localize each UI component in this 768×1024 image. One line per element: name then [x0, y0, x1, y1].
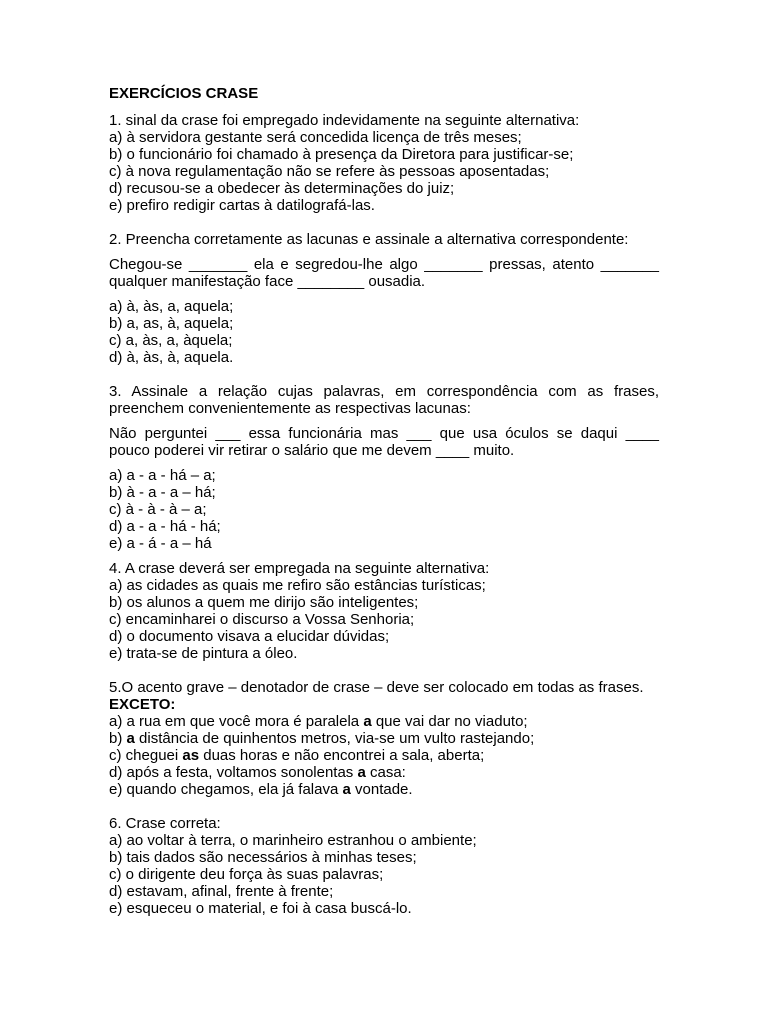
question-5-option-c-text-2: duas horas e não encontrei a sala, aberta; — [199, 747, 485, 764]
question-2-stem: 2. Preencha corretamente as lacunas e assinale a alternativa correspondente: — [109, 231, 629, 248]
question-6-stem: 6. Crase correta: — [109, 815, 221, 832]
question-5-option-d-text-1: d) após a festa, voltamos sonolentas — [109, 764, 358, 781]
question-3-stem-line-2: preenchem convenientemente as respectivas lacunas: — [109, 400, 471, 417]
question-5-option-d-text-2: casa: — [365, 764, 406, 781]
question-5-exceto-label: EXCETO: — [109, 696, 176, 713]
question-4-option-e: e) trata-se de pintura a óleo. — [109, 645, 298, 662]
question-1-stem: 1. sinal da crase foi empregado indevidamente na seguinte alternativa: — [109, 112, 580, 129]
question-2 — [109, 231, 659, 366]
question-5-option-e-text-2: vontade. — [350, 781, 413, 798]
question-5-option-c-text-1: c) cheguei — [109, 747, 183, 764]
question-3 — [109, 383, 659, 552]
question-4-stem: 4. A crase deverá ser empregada na seguinte alternativa: — [109, 560, 490, 577]
question-3-stem-line-1: 3. Assinale a relação cujas palavras, em correspondência com as frases, — [109, 383, 659, 400]
question-5-option-b — [109, 730, 659, 747]
question-3-option-c: c) à - à - à – a; — [109, 501, 207, 518]
question-6-option-e: e) esqueceu o material, e foi à casa buscá-lo. — [109, 900, 412, 917]
document-title: EXERCÍCIOS CRASE — [109, 85, 259, 102]
question-5-option-c-bold: as — [182, 747, 200, 764]
question-4-option-b: b) os alunos a quem me dirijo são inteligentes; — [109, 594, 419, 611]
question-1-option-e: e) prefiro redigir cartas à datilografá-las. — [109, 197, 375, 214]
question-1-option-d: d) recusou-se a obedecer às determinações do juiz; — [109, 180, 455, 197]
question-2-sentence-line-1: Chegou-se _______ ela e segredou-lhe algo _______ pressas, atento _______ — [109, 256, 659, 273]
question-5-option-a — [109, 713, 659, 730]
question-1 — [109, 112, 659, 214]
question-5-option-e-text-1: e) quando chegamos, ela já falava — [109, 781, 343, 798]
question-5-option-d-bold: a — [357, 764, 366, 781]
document-body — [109, 85, 659, 917]
question-5-option-b-text-2: distância de quinhentos metros, via-se um vulto rastejando; — [134, 730, 535, 747]
question-5-option-e — [109, 781, 659, 798]
question-6-option-d: d) estavam, afinal, frente à frente; — [109, 883, 334, 900]
question-1-option-c: c) à nova regulamentação não se refere às pessoas aposentadas; — [109, 163, 550, 180]
question-3-option-d: d) a - a - há - há; — [109, 518, 221, 535]
question-3-option-e: e) a - á - a – há — [109, 535, 212, 552]
question-5-option-a-bold: a — [363, 713, 372, 730]
question-6-option-c: c) o dirigente deu força às suas palavras; — [109, 866, 384, 883]
question-4-option-d: d) o documento visava a elucidar dúvidas; — [109, 628, 390, 645]
question-2-option-b: b) a, as, à, aquela; — [109, 315, 234, 332]
question-4-option-c: c) encaminharei o discurso a Vossa Senhoria; — [109, 611, 415, 628]
question-3-sentence-line-2: pouco poderei vir retirar o salário que me devem ____ muito. — [109, 442, 515, 459]
question-3-sentence-line-1: Não perguntei ___ essa funcionária mas ___ que usa óculos se daqui ____ — [109, 425, 659, 442]
question-2-option-d: d) à, às, à, aquela. — [109, 349, 234, 366]
question-5-option-a-text-1: a) a rua em que você mora é paralela — [109, 713, 364, 730]
question-5-option-a-text-2: que vai dar no viaduto; — [371, 713, 528, 730]
question-6-option-b: b) tais dados são necessários à minhas teses; — [109, 849, 417, 866]
question-2-option-c: c) a, às, a, àquela; — [109, 332, 233, 349]
question-5-option-b-text-1: b) — [109, 730, 127, 747]
question-3-option-a: a) a - a - há – a; — [109, 467, 216, 484]
question-5-option-b-bold: a — [126, 730, 135, 747]
question-1-option-b: b) o funcionário foi chamado à presença da Diretora para justificar-se; — [109, 146, 574, 163]
question-4 — [109, 560, 659, 662]
question-5 — [109, 679, 659, 798]
question-2-option-a: a) à, às, a, aquela; — [109, 298, 234, 315]
question-4-option-a: a) as cidades as quais me refiro são estâncias turísticas; — [109, 577, 486, 594]
question-2-sentence-line-2: qualquer manifestação face ________ ousadia. — [109, 273, 426, 290]
question-5-option-e-bold: a — [342, 781, 351, 798]
question-5-option-d — [109, 764, 659, 781]
question-6-option-a: a) ao voltar à terra, o marinheiro estranhou o ambiente; — [109, 832, 477, 849]
question-3-option-b: b) à - a - a – há; — [109, 484, 216, 501]
question-1-option-a: a) à servidora gestante será concedida licença de três meses; — [109, 129, 522, 146]
question-6 — [109, 815, 659, 917]
question-5-stem: 5.O acento grave – denotador de crase – deve ser colocado em todas as frases. — [109, 679, 644, 696]
question-5-option-c — [109, 747, 659, 764]
